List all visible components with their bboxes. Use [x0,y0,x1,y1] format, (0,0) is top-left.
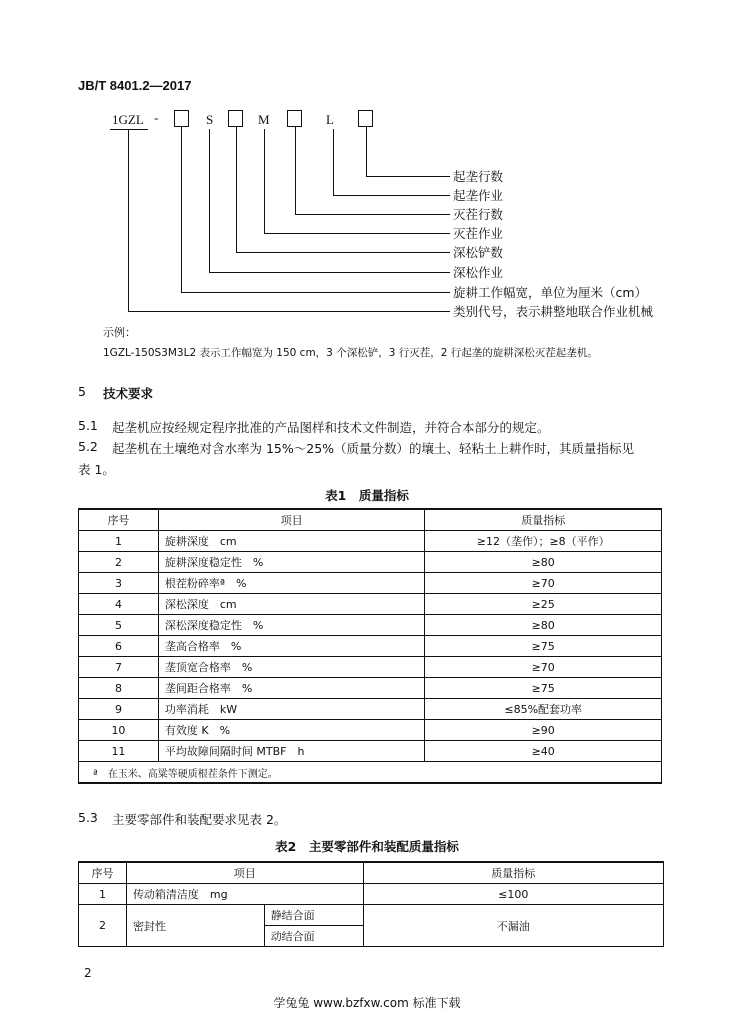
row-no: 2 [79,552,159,573]
row-no: 5 [79,615,159,636]
leader-line [236,126,237,252]
table-header: 质量指标 [425,509,662,531]
table-row [79,905,664,926]
table-row [79,636,662,657]
example-label: 示例： [103,326,136,339]
leader-line [366,126,367,176]
table-row [79,741,662,762]
row-item: 垄顶宽合格率 % [158,657,425,678]
model-dash: - [154,110,159,125]
legend-label: 类别代号，表示耕整地联合作业机械 [453,304,654,319]
table-row [79,699,662,720]
row-value: ≥25 [425,594,662,615]
leader-line [209,272,450,273]
row-no: 9 [79,699,159,720]
legend-label: 旋耕工作幅宽，单位为厘米（cm） [453,285,648,300]
clause-number: 5.2 [78,439,98,454]
leader-line [209,129,210,272]
row-item: 深松深度 cm [158,594,425,615]
clause-text-cont: 表 1。 [78,462,115,477]
section-title: 技术要求 [103,386,154,401]
row-value: ≥70 [425,573,662,594]
row-value: ≥75 [425,678,662,699]
table-note-row [79,762,662,784]
prefix-underline [110,129,148,130]
placeholder-box [174,110,189,127]
table-row [79,552,662,573]
leader-line [295,126,296,214]
table-row [79,657,662,678]
row-no: 6 [79,636,159,657]
row-value: ≥40 [425,741,662,762]
table-row [79,594,662,615]
row-item: 垄高合格率 % [158,636,425,657]
model-prefix: 1GZL [112,112,144,127]
table-row [79,720,662,741]
table-header: 序号 [79,509,159,531]
row-item: 平均故障间隔时间 MTBF h [158,741,425,762]
row-item: 深松深度稳定性 % [158,615,425,636]
clause-text: 起垄机应按经规定程序批准的产品图样和技术文件制造，并符合本部分的规定。 [112,420,550,435]
table-row [79,531,662,552]
row-item: 有效度 K % [158,720,425,741]
row-value: ≥90 [425,720,662,741]
clause-number: 5.1 [78,418,98,433]
table1 [78,508,662,784]
row-no: 11 [79,741,159,762]
leader-line [366,176,450,177]
table-header: 质量指标 [363,862,663,884]
model-letter-m: M [258,112,270,127]
row-item: 密封性 [126,905,264,947]
row-value: ≥75 [425,636,662,657]
standard-code: JB/T 8401.2—2017 [78,78,192,93]
table-row [79,573,662,594]
row-item: 根茬粉碎率ª % [158,573,425,594]
row-value: ≤85%配套功率 [425,699,662,720]
model-letter-l: L [326,112,334,127]
row-no: 4 [79,594,159,615]
model-letter-s: S [206,112,214,127]
legend-label: 灭茬行数 [453,207,504,222]
row-no: 7 [79,657,159,678]
clause-text: 起垄机在土壤绝对含水率为 15%～25%（质量分数）的壤土、轻粘土上耕作时，其质量指标见 [112,441,635,456]
placeholder-box [228,110,243,127]
row-no: 2 [79,905,127,947]
row-item: 功率消耗 kW [158,699,425,720]
table-header: 项目 [126,862,363,884]
section-number: 5 [78,384,86,399]
row-no: 3 [79,573,159,594]
row-subitem: 动结合面 [264,926,363,947]
row-no: 10 [79,720,159,741]
table-row [79,678,662,699]
placeholder-box [287,110,302,127]
placeholder-box [358,110,373,127]
legend-label: 深松作业 [453,265,504,280]
table2-caption: 表2 主要零部件和装配质量指标 [275,839,459,854]
row-no: 8 [79,678,159,699]
row-subitem: 静结合面 [264,905,363,926]
row-value: ≥12（垄作）；≥8（平作） [425,531,662,552]
row-item: 旋耕深度 cm [158,531,425,552]
page-number: 2 [84,966,92,980]
row-no: 1 [79,884,127,905]
leader-line [128,129,129,311]
table-header: 序号 [79,862,127,884]
row-item: 传动箱清洁度 mg [126,884,363,905]
leader-line [181,126,182,292]
leader-line [128,311,450,312]
legend-label: 深松铲数 [453,245,504,260]
row-item: 旋耕深度稳定性 % [158,552,425,573]
leader-line [333,129,334,195]
table-header: 项目 [158,509,425,531]
row-value: ≥80 [425,615,662,636]
table2 [78,861,664,947]
example-text: 1GZL-150S3M3L2 表示工作幅宽为 150 cm，3 个深松铲，3 行灭茬，2 行起垄的旋耕深松灭茬起垄机。 [103,347,598,359]
table-row [79,615,662,636]
row-value: 不漏油 [363,905,663,947]
table-note: ª 在玉米、高粱等硬质根茬条件下测定。 [79,762,662,784]
table1-caption: 表1 质量指标 [325,488,409,503]
row-item: 垄间距合格率 % [158,678,425,699]
legend-label: 灭茬作业 [453,226,504,241]
row-value: ≥80 [425,552,662,573]
table-row [79,884,664,905]
row-value: ≤100 [363,884,663,905]
legend-label: 起垄行数 [453,169,504,184]
leader-line [295,214,450,215]
clause-number: 5.3 [78,810,98,825]
footer-text: 学兔兔 www.bzfxw.com 标准下载 [273,996,461,1010]
leader-line [264,129,265,233]
leader-line [181,292,450,293]
leader-line [236,252,450,253]
legend-label: 起垄作业 [453,188,504,203]
clause-text: 主要零部件和装配要求见表 2。 [112,812,287,827]
row-no: 1 [79,531,159,552]
leader-line [333,195,450,196]
row-value: ≥70 [425,657,662,678]
leader-line [264,233,450,234]
